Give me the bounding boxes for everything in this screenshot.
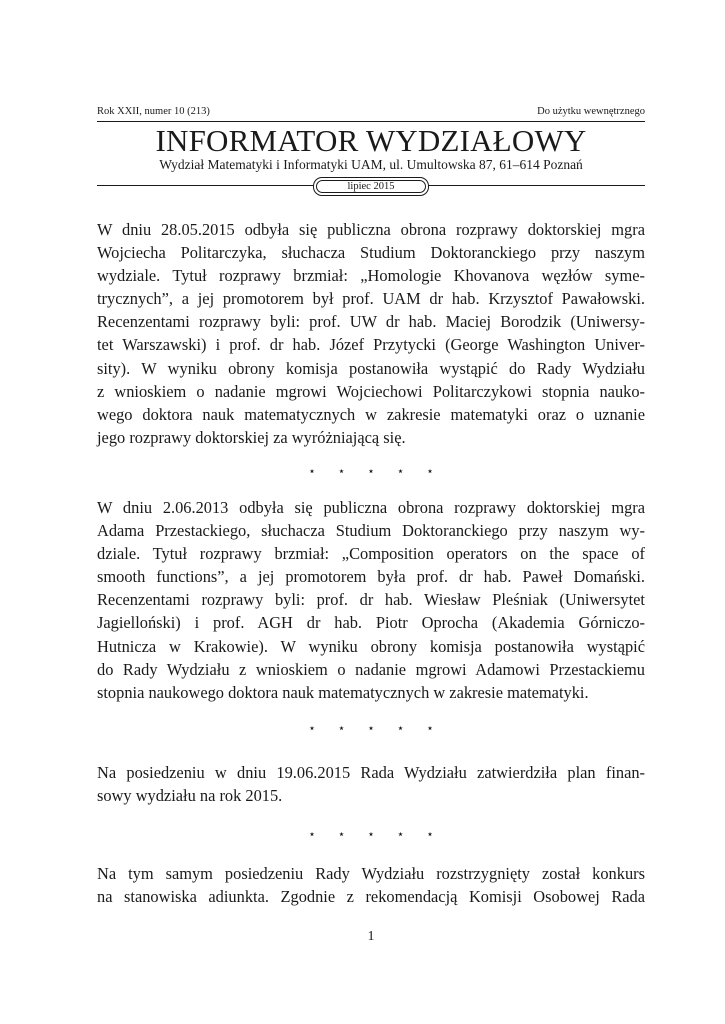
- paragraph-financial-plan: [97, 761, 645, 807]
- internal-use-note: Do użytku wewnętrznego: [537, 106, 645, 117]
- text-line: Wojciecha Politarczyka, słuchacza Studium Doktoranckiego przy naszym: [97, 243, 645, 263]
- star-icon: ⋆: [337, 721, 346, 735]
- text-line: tet Warszawski) i prof. dr hab. Józef Przytycki (George Washington Univer-: [97, 335, 645, 355]
- text-line: trycznych”, a jej promotorem był prof. UAM dr hab. Krzysztof Pawałowski.: [97, 289, 645, 309]
- text-line: wego doktora nauk matematycznych w zakresie matematyki oraz o uznanie: [97, 404, 645, 424]
- text-line: smooth functions”, a jej promotorem była prof. dr hab. Paweł Domański.: [97, 567, 645, 587]
- masthead-rule: [97, 121, 645, 122]
- masthead-top-line: [97, 106, 645, 118]
- section-separator: [97, 721, 645, 735]
- text-line: stopnia naukowego doktora nauk matematycznych w zakresie matematyki.: [97, 682, 589, 702]
- star-icon: ⋆: [337, 464, 346, 478]
- paragraph-politarczyk-defense: [97, 218, 645, 449]
- date-badge: [313, 177, 429, 196]
- star-icon: ⋆: [426, 827, 434, 841]
- star-icon: ⋆: [367, 827, 375, 841]
- star-icon: ⋆: [396, 827, 405, 841]
- text-line: dziale. Tytuł rozprawy brzmiał: „Composition operators on the space of: [97, 544, 645, 564]
- text-line: jego rozprawy doktorskiej za wyróżniającą się.: [97, 427, 406, 447]
- star-icon: ⋆: [308, 721, 316, 735]
- newsletter-title: INFORMATOR WYDZIAŁOWY: [155, 123, 587, 158]
- text-line: sity). W wyniku obrony komisja postanowiła wystąpić do Rady Wydziału: [97, 358, 645, 378]
- star-icon: ⋆: [308, 827, 316, 841]
- section-separator: [97, 827, 645, 841]
- text-line: na stanowiska adiunkta. Zgodnie z rekomendacją Komisji Osobowej Rada: [97, 887, 645, 907]
- text-line: Recenzentami rozprawy byli: prof. dr hab. Wiesław Pleśniak (Uniwersytet: [97, 590, 645, 610]
- star-icon: ⋆: [308, 464, 316, 478]
- page-number: 1: [367, 929, 375, 944]
- paragraph-adjunct-competition: [97, 862, 645, 908]
- star-icon: ⋆: [367, 721, 375, 735]
- issue-info: Rok XXII, numer 10 (213): [97, 106, 210, 117]
- star-icon: ⋆: [337, 827, 346, 841]
- text-line: Jagielloński) i prof. AGH dr hab. Piotr Oprocha (Akademia Górniczo-: [97, 613, 645, 633]
- text-line: Na tym samym posiedzeniu Rady Wydziału rozstrzygnięty został konkurs: [97, 864, 645, 883]
- text-line: z wnioskiem o nadanie mgrowi Wojciechowi Politarczykowi stopnia nauko-: [97, 381, 645, 401]
- star-icon: ⋆: [396, 721, 405, 735]
- text-line: W dniu 28.05.2015 odbyła się publiczna obrona rozprawy doktorskiej mgra: [97, 220, 645, 239]
- issue-date: lipiec 2015: [347, 180, 395, 192]
- paragraph-przestacki-defense: [97, 496, 645, 704]
- star-icon: ⋆: [426, 464, 434, 478]
- text-line: Na posiedzeniu w dniu 19.06.2015 Rada Wydziału zatwierdziła plan finan-: [97, 763, 645, 782]
- text-line: Hutnicza w Krakowie). W wyniku obrony komisja postanowiła wystąpić: [97, 636, 645, 656]
- text-line: do Rady Wydziału z wnioskiem o nadanie mgrowi Adamowi Przestackiemu: [97, 659, 645, 679]
- document-page: [97, 0, 645, 1024]
- text-line: W dniu 2.06.2013 odbyła się publiczna obrona rozprawy doktorskiej mgra: [97, 498, 645, 517]
- star-icon: ⋆: [367, 464, 375, 478]
- date-badge-inner: [316, 180, 426, 193]
- faculty-address: Wydział Matematyki i Informatyki UAM, ul. Umultowska 87, 61–614 Poznań: [159, 157, 583, 172]
- text-line: Recenzentami rozprawy byli: prof. UW dr hab. Maciej Borodzik (Uniwersy-: [97, 312, 645, 332]
- star-icon: ⋆: [426, 721, 434, 735]
- text-line: wydziale. Tytuł rozprawy brzmiał: „Homologie Khovanova węzłów syme-: [97, 266, 645, 286]
- star-icon: ⋆: [396, 464, 405, 478]
- section-separator: [97, 464, 645, 478]
- text-line: sowy wydziału na rok 2015.: [97, 786, 283, 806]
- text-line: Adama Przestackiego, słuchacza Studium Doktoranckiego przy naszym wy-: [97, 521, 645, 541]
